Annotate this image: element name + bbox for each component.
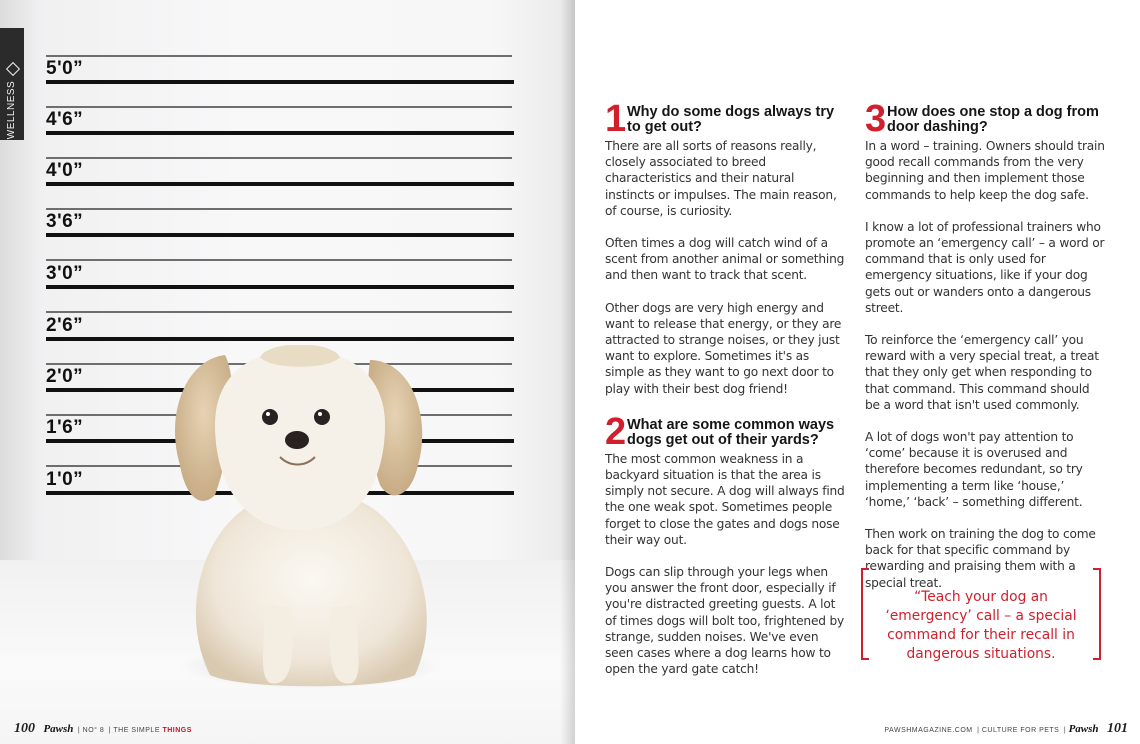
question-block-3: [865, 98, 1105, 591]
section-tab: [0, 28, 24, 140]
paragraph: To reinforce the ‘emergency call’ you reward with a very special treat, a treat that they only get when responding to that command. This command should be a word that isn't used commonly.: [865, 333, 1099, 412]
height-tick: [46, 106, 512, 108]
right-page: [575, 0, 1140, 744]
article-column-1: [605, 98, 845, 693]
height-label-1-6: 1'6”: [46, 417, 84, 438]
paragraph: There are all sorts of reasons really, closely associated to breed characteristics and their natural instincts or impulses. The main reason, of course, is curiosity.: [605, 139, 837, 218]
quote-bracket-right: [1093, 568, 1101, 660]
question-title-2: What are some common ways dogs get out of their yards?: [627, 416, 835, 448]
height-mark-line: [46, 182, 514, 186]
height-tick: [46, 157, 512, 159]
height-tick: [46, 208, 512, 210]
magazine-logo-left: Pawsh: [43, 723, 74, 735]
right-footer: PAWSHMAGAZINE.COM | CULTURE FOR PETS | Pawsh 101: [884, 721, 1128, 736]
question-number-1: 1: [605, 98, 627, 140]
question-block-1: [605, 98, 845, 397]
height-label-2-6: 2'6”: [46, 315, 84, 336]
question-number-2: 2: [605, 410, 627, 453]
page-number-right: 101: [1107, 721, 1128, 736]
height-tick: [46, 259, 512, 261]
paragraph: In a word – training. Owners should train good recall commands from the very beginning and then implement those commands to help keep the dog safe.: [865, 139, 1105, 202]
paragraph: I know a lot of professional trainers who promote an ‘emergency call’ – a word or command that is only used for emergency situations, like if your dog gets out or wanders onto a dangerous street.: [865, 219, 1105, 315]
height-mark-line: [46, 337, 514, 341]
height-label-5-0: 5'0”: [46, 58, 84, 79]
height-label-2-0: 2'0”: [46, 366, 84, 387]
height-tick: [46, 311, 512, 313]
question-block-2: [605, 410, 845, 678]
paragraph: Other dogs are very high energy and want to release that energy, or they are attracted to strange noises, or they just want to explore. Sometimes it's as simple as they want to go next door to play with their best dog friend!: [605, 300, 842, 396]
height-label-3-0: 3'0”: [46, 263, 84, 284]
height-label-4-6: 4'6”: [46, 109, 84, 130]
height-label-3-6: 3'6”: [46, 211, 84, 232]
pull-quote-text: “Teach your dog an ‘emergency’ call – a special command for their recall in dangerous situations.: [885, 589, 1077, 662]
question-title-1: Why do some dogs always try to get out?: [627, 104, 835, 135]
height-mark-line: [46, 80, 514, 84]
question-title-3: How does one stop a dog from door dashing?: [887, 104, 1099, 135]
height-tick: [46, 55, 512, 57]
height-label-4-0: 4'0”: [46, 160, 84, 181]
tagline: CULTURE FOR PETS: [981, 727, 1060, 734]
paragraph: Often times a dog will catch wind of a scent from another animal or something and then want to track that scent.: [605, 236, 845, 283]
quote-bracket-left: [861, 568, 869, 660]
paragraph: A lot of dogs won't pay attention to ‘come’ because it is overused and therefore becomes redundant, so try implementing a term like ‘house,’ ‘home,’ ‘back’ – something different.: [865, 430, 1083, 509]
paragraph: The most common weakness in a backyard situation is that the area is simply not secure. A dog will always find the one weak spot. Sometimes people forget to close the gates and dogs nose their way out.: [605, 451, 845, 547]
question-number-3: 3: [865, 98, 887, 140]
section-name: THE SIMPLE: [113, 727, 163, 734]
paragraph: Then work on training the dog to come back for that specific command by rewarding and praising them with a special treat.: [865, 527, 1096, 590]
height-mark-line: [46, 233, 514, 237]
height-mark-line: [46, 285, 514, 289]
height-label-1-0: 1'0”: [46, 469, 84, 490]
issue-number: NO° 8: [82, 727, 105, 734]
section-name-highlight: THINGS: [162, 727, 192, 734]
dog-illustration: [170, 345, 450, 695]
height-mark-line: [46, 131, 514, 135]
website: PAWSHMAGAZINE.COM: [884, 727, 973, 734]
left-footer: 100 Pawsh | NO° 8 | THE SIMPLE THINGS: [14, 721, 192, 736]
page-number-left: 100: [14, 721, 35, 736]
pull-quote: [861, 568, 1101, 660]
magazine-logo-right: Pawsh: [1068, 723, 1099, 735]
paragraph: Dogs can slip through your legs when you answer the front door, especially if you're distracted greeting guests. A lot of times dogs will bolt too, frightened by strange, sudden noises. We've even seen cases where a dog learns how to open the yard gate catch!: [605, 565, 845, 677]
section-label: WELLNESS: [6, 80, 17, 140]
article-column-2: [865, 98, 1105, 607]
